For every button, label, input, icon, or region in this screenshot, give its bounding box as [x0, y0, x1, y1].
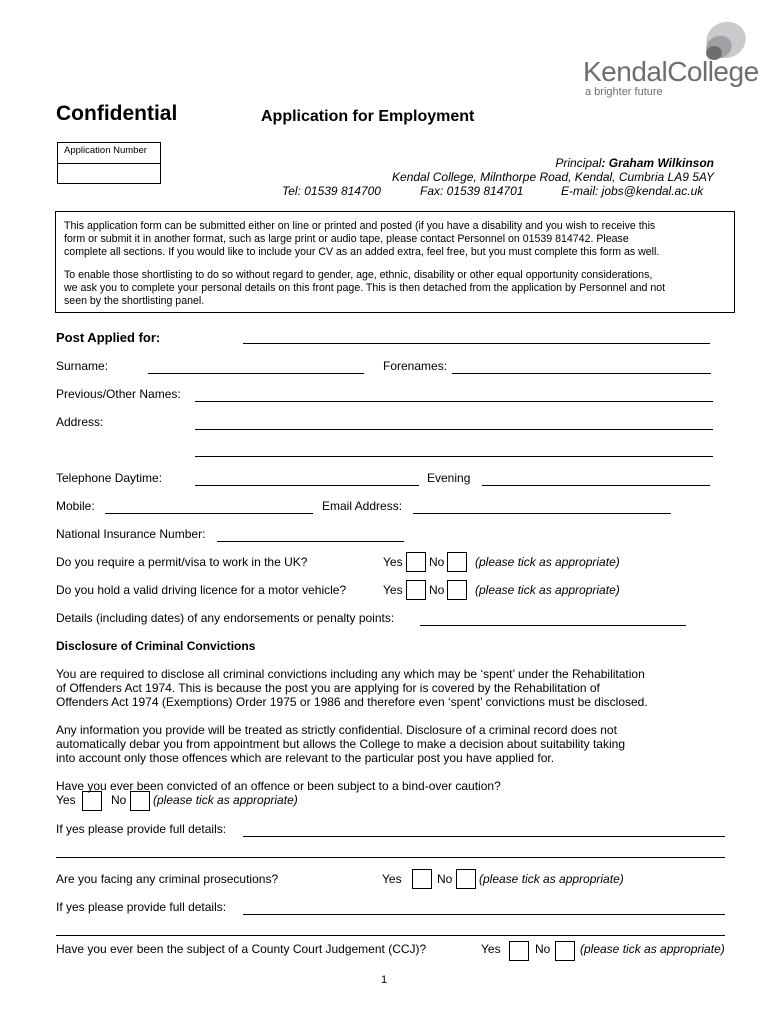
address-field-line1[interactable]: [195, 429, 713, 430]
page-title: Application for Employment: [261, 108, 475, 125]
convicted-no-checkbox[interactable]: [130, 791, 150, 811]
permit-yes-label: Yes: [383, 555, 403, 569]
principal-line: Principal: Graham Wilkinson: [555, 156, 714, 170]
disclosure-text: of Offenders Act 1974. This is because the post you are applying for is covered by the Rehabilitation of: [56, 681, 600, 695]
tick-note: (please tick as appropriate): [479, 872, 624, 886]
disclosure-text: automatically debar you from appointment but allows the College to make a decision about suitability taking: [56, 737, 625, 751]
logo-tagline: a brighter future: [585, 86, 663, 98]
permit-no-label: No: [429, 555, 445, 569]
address-field-line2[interactable]: [195, 456, 713, 457]
endorsements-label: Details (including dates) of any endorsements or penalty points:: [56, 611, 395, 625]
notice-text: we ask you to complete your personal details on this front page. This is then detached from the application by Personnel and not: [64, 282, 666, 294]
post-applied-label: Post Applied for:: [56, 330, 161, 345]
college-address: Kendal College, Milnthorpe Road, Kendal, Cumbria LA9 5AY: [392, 170, 714, 184]
notice-text: complete all sections. If you would like to include your CV as an added extra, feel free, but you must complete this form as well.: [64, 246, 660, 258]
permit-question: Do you require a permit/visa to work in the UK?: [56, 555, 308, 569]
endorsements-field[interactable]: [420, 625, 686, 626]
licence-no-checkbox[interactable]: [447, 580, 467, 600]
address-label: Address:: [56, 415, 104, 429]
ccj-no-checkbox[interactable]: [555, 941, 575, 961]
telephone-daytime-label: Telephone Daytime:: [56, 471, 163, 485]
application-number-box: [57, 142, 161, 184]
disclosure-heading: Disclosure of Criminal Convictions: [56, 639, 256, 653]
ni-number-label: National Insurance Number:: [56, 527, 206, 541]
convicted-yes-label: Yes: [56, 793, 76, 807]
notice-text: seen by the shortlisting panel.: [64, 295, 205, 307]
disclosure-text: Any information you provide will be treated as strictly confidential. Disclosure of a criminal record does not: [56, 723, 617, 737]
prosecutions-yes-checkbox[interactable]: [412, 869, 432, 889]
email-label: Email Address:: [322, 499, 403, 513]
notice-text: form or submit it in another format, such as large print or audio tape, please contact Personnel on 01539 814742. Please: [64, 233, 629, 245]
convicted-question: Have you ever been convicted of an offence or been subject to a bind-over caution?: [56, 779, 501, 793]
prosecutions-no-checkbox[interactable]: [456, 869, 476, 889]
disclosure-text: into account only those offences which are relevant to the particular post you have applied for.: [56, 751, 555, 765]
convicted-yes-checkbox[interactable]: [82, 791, 102, 811]
notice-text: This application form can be submitted either on line or printed and posted (if you have a disability and you wish to receive this: [64, 220, 656, 232]
previous-names-field[interactable]: [195, 401, 713, 402]
licence-question: Do you hold a valid driving licence for a motor vehicle?: [56, 583, 347, 597]
surname-field[interactable]: [148, 373, 364, 374]
logo-name: KendalCollege: [583, 56, 759, 87]
mobile-label: Mobile:: [56, 499, 95, 513]
evening-phone-field[interactable]: [482, 485, 710, 486]
college-telephone: Tel: 01539 814700: [282, 184, 381, 198]
prosecutions-question: Are you facing any criminal prosecutions?: [56, 872, 279, 886]
post-applied-field[interactable]: [243, 343, 710, 344]
mobile-field[interactable]: [105, 513, 313, 514]
licence-no-label: No: [429, 583, 445, 597]
prosecutions-yes-label: Yes: [382, 872, 402, 886]
tick-note: (please tick as appropriate): [475, 583, 620, 597]
prosecution-details-field[interactable]: [243, 914, 725, 915]
ni-number-field[interactable]: [217, 541, 404, 542]
college-email: E-mail: jobs@kendal.ac.uk: [561, 184, 704, 198]
ccj-yes-label: Yes: [481, 942, 501, 956]
surname-label: Surname:: [56, 359, 109, 373]
notice-text: To enable those shortlisting to do so without regard to gender, age, ethnic, disability or other equal opportunity considerations,: [64, 269, 653, 281]
college-fax: Fax: 01539 814701: [420, 184, 524, 198]
prosecution-details-field-line2[interactable]: [56, 935, 725, 936]
tick-note: (please tick as appropriate): [475, 555, 620, 569]
telephone-daytime-field[interactable]: [195, 485, 419, 486]
full-details-label: If yes please provide full details:: [56, 900, 227, 914]
ccj-yes-checkbox[interactable]: [509, 941, 529, 961]
page-number: 1: [381, 974, 388, 986]
permit-no-checkbox[interactable]: [447, 552, 467, 572]
conviction-details-field[interactable]: [243, 836, 725, 837]
convicted-no-label: No: [111, 793, 127, 807]
evening-label: Evening: [427, 471, 471, 485]
confidential-heading: Confidential: [56, 102, 178, 125]
application-number-label: Application Number: [64, 145, 147, 156]
tick-note: (please tick as appropriate): [580, 942, 725, 956]
email-field[interactable]: [413, 513, 671, 514]
previous-names-label: Previous/Other Names:: [56, 387, 181, 401]
tick-note: (please tick as appropriate): [153, 793, 298, 807]
licence-yes-label: Yes: [383, 583, 403, 597]
ccj-no-label: No: [535, 942, 551, 956]
prosecutions-no-label: No: [437, 872, 453, 886]
forenames-label: Forenames:: [383, 359, 448, 373]
disclosure-text: You are required to disclose all criminal convictions including any which may be ‘spent’ under the Rehabilitation: [56, 667, 645, 681]
disclosure-text: Offenders Act 1974 (Exemptions) Order 1975 or 1986 and therefore even ‘spent’ convictions must be disclosed.: [56, 695, 648, 709]
full-details-label: If yes please provide full details:: [56, 822, 227, 836]
licence-yes-checkbox[interactable]: [406, 580, 426, 600]
conviction-details-field-line2[interactable]: [56, 857, 725, 858]
ccj-question: Have you ever been the subject of a County Court Judgement (CCJ)?: [56, 942, 427, 956]
notice-box: [55, 211, 735, 313]
permit-yes-checkbox[interactable]: [406, 552, 426, 572]
forenames-field[interactable]: [452, 373, 711, 374]
